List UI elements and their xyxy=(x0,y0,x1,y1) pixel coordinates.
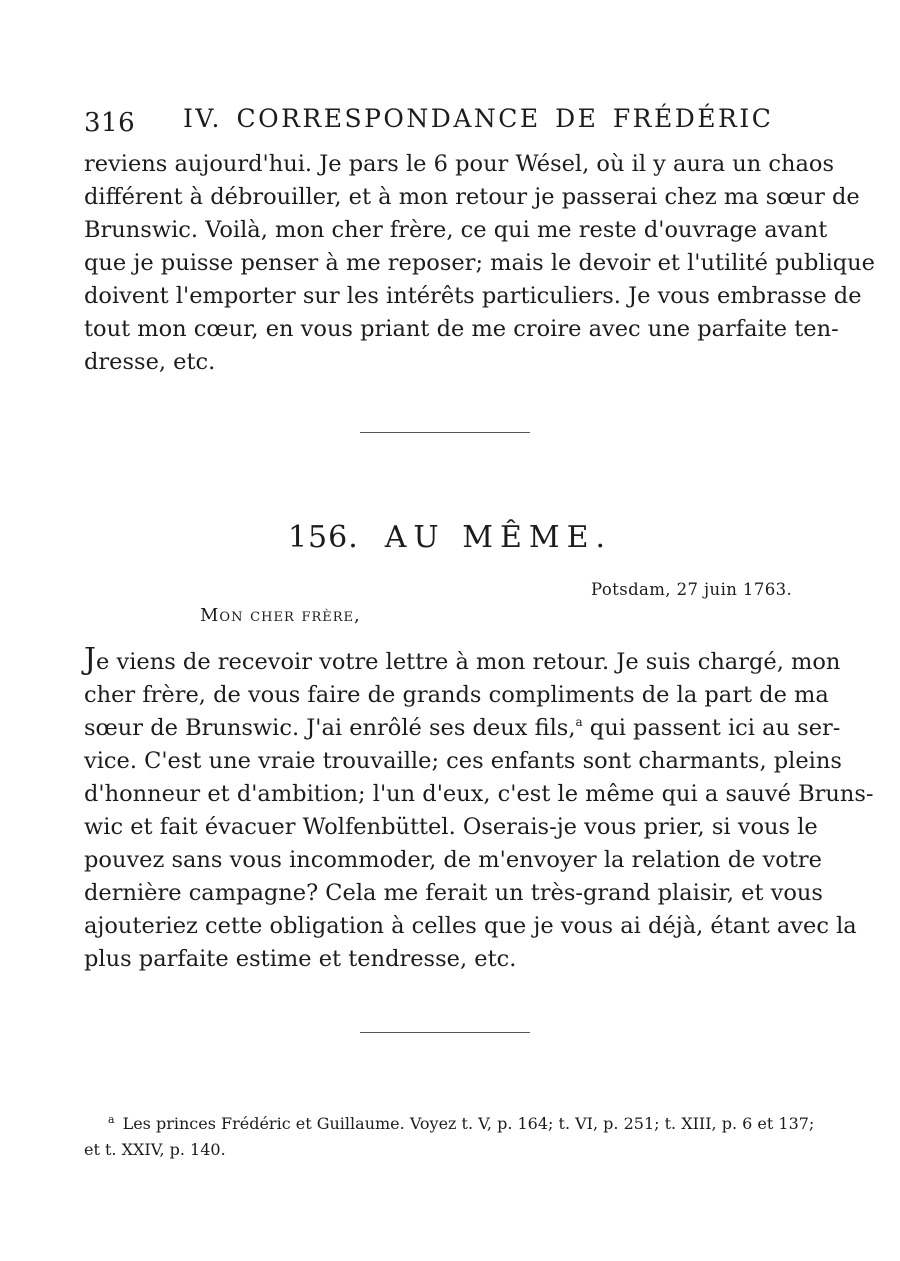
text-line-content: e viens de recevoir votre lettre à mon retour. Je suis chargé, mon xyxy=(96,649,841,675)
text-line: wic et fait évacuer Wolfenbüttel. Oserais-je vous prier, si vous le xyxy=(84,814,818,840)
text-line: d'honneur et d'ambition; l'un d'eux, c'est le même qui a sauvé Bruns- xyxy=(84,781,874,807)
text-line: pouvez sans vous incommoder, de m'envoyer la relation de votre xyxy=(84,847,822,873)
text-line: vice. C'est une vraie trouvaille; ces enfants sont charmants, pleins xyxy=(84,748,842,774)
text-line: doivent l'emporter sur les intérêts particuliers. Je vous embrasse de xyxy=(84,283,862,309)
footnote-line: et t. XXIV, p. 140. xyxy=(84,1140,226,1159)
text-line: plus parfaite estime et tendresse, etc. xyxy=(84,946,517,972)
footnote-text: Les princes Frédéric et Guillaume. Voyez t. V, p. 164; t. VI, p. 251; t. XIII, p. 6 et 137; xyxy=(122,1114,815,1133)
text-line: cher frère, de vous faire de grands compliments de la part de ma xyxy=(84,682,829,708)
dateline: Potsdam, 27 juin 1763. xyxy=(591,580,793,599)
footnote xyxy=(84,1111,820,1163)
text-line: que je puisse penser à me reposer; mais le devoir et l'utilité publique xyxy=(84,250,875,276)
running-title: IV. CORRESPONDANCE DE FRÉDÉRIC xyxy=(183,104,774,133)
text-line-content: qui passent ici au ser- xyxy=(582,715,841,741)
text-line: reviens aujourd'hui. Je pars le 6 pour Wésel, où il y aura un chaos xyxy=(84,151,834,177)
salutation: Mon cher frère, xyxy=(200,605,361,626)
section-divider xyxy=(360,1032,530,1033)
page-number: 316 xyxy=(84,108,136,138)
text-line: dernière campagne? Cela me ferait un très-grand plaisir, et vous xyxy=(84,880,823,906)
letter-number: 156. xyxy=(287,520,359,555)
text-line xyxy=(84,642,841,679)
letter-heading xyxy=(0,520,900,555)
footnote-reference: a xyxy=(575,715,583,729)
text-line: tout mon cœur, en vous priant de me croire avec une parfaite ten- xyxy=(84,316,839,342)
text-line: ajouteriez cette obligation à celles que je vous ai déjà, étant avec la xyxy=(84,913,857,939)
text-line: Brunswic. Voilà, mon cher frère, ce qui me reste d'ouvrage avant xyxy=(84,217,828,243)
text-line-content: sœur de Brunswic. J'ai enrôlé ses deux fils, xyxy=(84,715,576,741)
letter-title: AU MÊME. xyxy=(384,520,613,555)
letter-body xyxy=(84,642,874,976)
continuation-paragraph xyxy=(84,148,875,379)
footnote-mark: a xyxy=(108,1113,115,1126)
text-line: différent à débrouiller, et à mon retour je passerai chez ma sœur de xyxy=(84,184,860,210)
text-line xyxy=(84,712,841,745)
section-divider xyxy=(360,432,530,433)
footnote-line xyxy=(84,1111,820,1137)
text-line: dresse, etc. xyxy=(84,349,216,375)
drop-cap: J xyxy=(84,642,97,677)
